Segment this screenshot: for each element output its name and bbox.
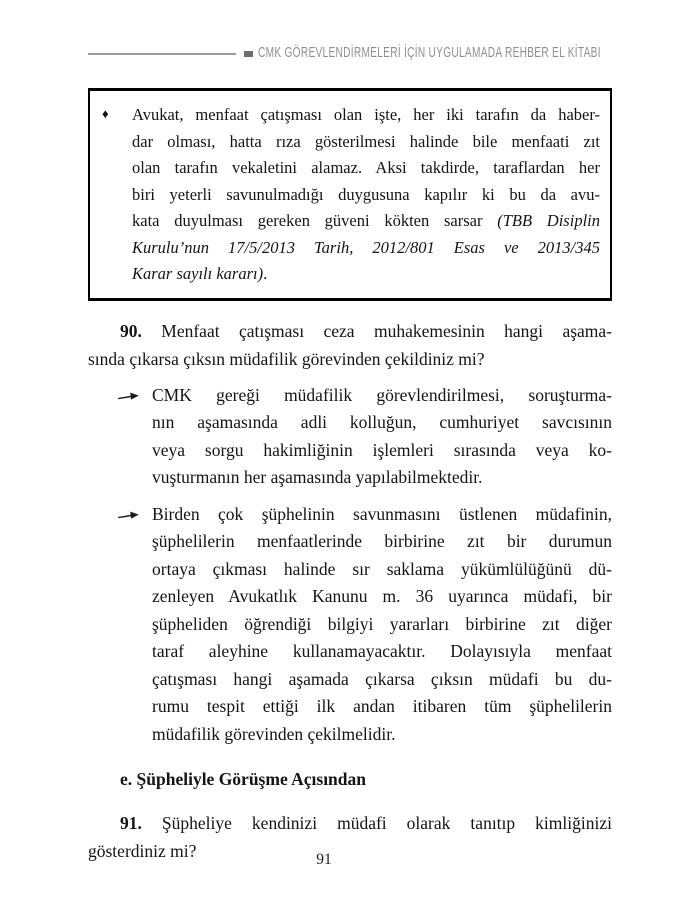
page-number: 91	[316, 851, 332, 868]
book-title-header: CMK GÖREVLENDİRMELERİ İÇİN UYGULAMADA REHBER EL KİTABI	[258, 45, 601, 61]
arrow-bullet-icon	[88, 501, 152, 749]
running-header	[88, 44, 612, 64]
section-subheading: e. Şüpheliyle Görüşme Açısından	[120, 769, 367, 789]
diamond-bullet-icon: ♦	[102, 106, 109, 121]
answer-item-2	[88, 501, 612, 749]
document-page	[88, 0, 612, 865]
header-rule-line	[88, 53, 236, 55]
question-90: 90. Menfaat çatışması ceza muhakemesinin hangi aşama- sında çıkarsa çıksın müdafilik görevinden çekildiniz mi?	[88, 320, 612, 369]
citation-box	[88, 88, 612, 301]
answer-item-2-text: Birden çok şüphelinin savunmasını üstlenen müdafinin, şüphelilerin menfaatlerinde birbirine zıt bir durumun ortaya çıkması halinde sır saklama yükümlülüğünü dü- zenleyen Avukatlık Kanunu m. 36 uyarınca müdafi, bir şüpheliden öğrendiği bilgiyi yararları birbirine zıt diğer taraf aleyhine kullanamayacaktır. Dolayısıyla menfaat çatışması hangi aşamada çıkarsa çıksın müdafi bu du- rumu tespit ettiği ilk andan itibaren tüm şüphelilerin müdafilik görevinden çekilmelidir.	[152, 503, 612, 744]
answer-item-1-text: CMK gereği müdafilik görevlendirilmesi, soruşturma- nın aşamasında adli kolluğun, cumhuriyet savcısının veya sorgu hakimliğinin işlemleri sırasında veya ko- vuşturmanın her aşamasında yapılabilmektedir.	[152, 384, 612, 487]
citation-text: Avukat, menfaat çatışması olan işte, her iki tarafın da haber- dar olması, hatta rıza gösterilmesi halinde bile menfaati zıt olan tarafın vekaletini alamaz. Aksi takdirde, taraflardan her biri yeterli savunulmadığı duygusuna kapılır ki bu da avu- kata duyulması gereken güveni kökten sarsar (TBB Disiplin Kurulu’nun 17/5/2013 Tarih, 2012/801 Esas ve 2013/345 Karar sayılı kararı).	[132, 105, 600, 283]
question-91: 91. Şüpheliye kendinizi müdafi olarak tanıtıp kimliğinizi gösterdiniz mi?	[88, 813, 612, 861]
answer-item-1	[88, 382, 612, 492]
arrow-bullet-icon	[88, 382, 152, 492]
header-square-marker	[244, 51, 253, 57]
